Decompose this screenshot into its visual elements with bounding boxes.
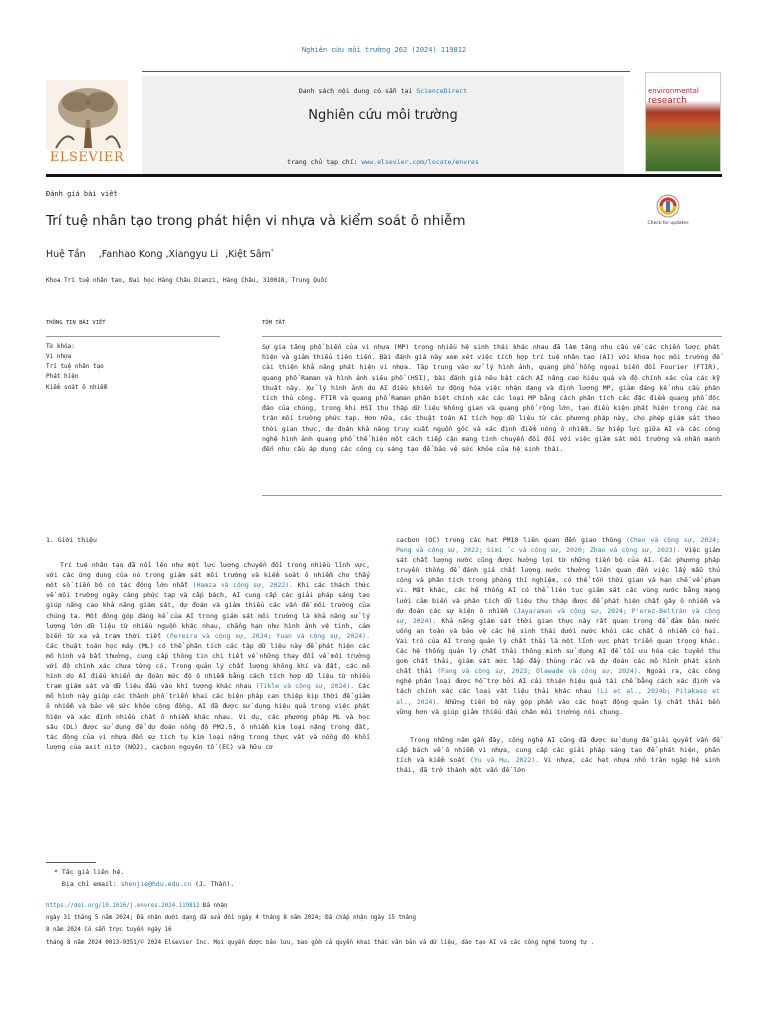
body-text: Các mô hình này giúp các thành phố triển khai các biện pháp can thiệp kịp thời để giảm ô nhiễm và bảo vệ sức khỏe cộng đồng. AI đã được sử dụng hiệu quả trong việc phát hiện và xác định nhiều chất ô nhiễm khác nhau. Ví dụ, các phương pháp ML và học sâu (DL) được sử dụng để dự đoán nồng độ PM2.5, ô nhiễm kim loại nặng trong đất, tác động của vi nhựa đến sự tích tụ kim loại nặng trong thực vật và nồng độ khối lượng của axit nitơ (NO2), cacbon nguyên tố (EC) và hữu cơ <box>46 682 370 751</box>
sciencedirect-link[interactable]: ScienceDirect <box>416 87 468 95</box>
citation-link[interactable]: (Li et al., 2024b; Pitakaso et al., 2024). <box>396 687 720 706</box>
check-for-updates-label: Check for updates <box>647 221 689 226</box>
contents-prefix: Danh sách nội dung có sẵn tại <box>298 87 417 95</box>
email-label: Địa chỉ email: <box>62 880 121 888</box>
article-info-heading: THÔNG TIN BÀI VIẾT <box>46 320 106 326</box>
body-text: Ngoài ra, các công nghệ phân loại được hỗ trợ bởi AI cải thiện hiệu quả tái chế bằng cách xác định và tách chính xác các loại vật liệu thải khác nhau <box>396 667 721 696</box>
article-type: Đánh giá bài viết <box>46 190 118 198</box>
body-text: Trong những năm gần đây, công nghệ AI cũng đã được sử dụng để giải quyết vấn đề cấp bách về ô nhiễm vi nhựa, cung cấp các giải pháp sáng tạo để phát hiện, phân tích và kiểm soát <box>396 735 720 764</box>
corresponding-author-mark[interactable]: * <box>270 248 274 255</box>
body-text: Các thuật toán học máy (ML) có thể phân tích các tập dữ liệu này để phát hiện các mô hình và bất thường, cung cấp thông tin chi tiết về những thay đổi về môi trường với độ chính xác chưa từng có. Trong quản lý chất lượng không khí và đất, các mô hình do AI điều khiển dự đoán mức độ ô nhiễm bằng cách tích hợp dữ liệu từ nhiều trạm giám sát và dữ liệu đầu vào khí tượng khác nhau <box>46 641 370 691</box>
dates-line-2: 8 năm 2024 Có sẵn trực tuyến ngày 16 <box>46 927 172 933</box>
author-list <box>46 248 274 260</box>
keyword: Kiểm soát ô nhiễm <box>46 384 108 391</box>
header-thick-rule <box>46 174 722 177</box>
affiliation: Khoa Trí tuệ nhân tạo, Đại học Hàng Châu Dianzi, Hàng Châu, 310018, Trung Quốc <box>46 277 328 284</box>
copyright-line: tháng 8 năm 2024 0013-9351/© 2024 Elsevier Inc. Mọi quyền được bảo lưu, bao gồm cả quyền khai thác văn bản và dữ liệu, đào tạo AI và các công nghệ tương tự . <box>46 940 594 946</box>
footnote-rule <box>46 862 96 863</box>
received-label: Đã nhận <box>199 903 228 909</box>
abstract-heading: TÓM TẮT <box>262 320 286 326</box>
body-text: Trí tuệ nhân tạo đã nổi lên như một lực lượng chuyển đổi trong nhiều lĩnh vực, với các ứng dụng của nó trong giám sát môi trường và kiểm soát ô nhiễm cho thấy một số tiến bộ có tác động lớn nhất <box>46 561 370 590</box>
author-name[interactable]: Xiangyu Li <box>168 249 219 261</box>
body-text: cacbon (OC) trong các hạt PM10 liên quan đến giao thông <box>396 536 627 544</box>
citation-link[interactable]: (Pereira và cộng sự, 2024; Yuan và cộng sự, 2024). <box>165 631 370 640</box>
author-separator: , <box>165 249 169 261</box>
check-for-updates-icon[interactable] <box>647 193 689 231</box>
cover-title-line2: research <box>648 96 687 106</box>
keyword: Trí tuệ nhân tạo <box>46 363 104 370</box>
citation-link[interactable]: (Tikle và cộng sự, 2024). <box>255 682 355 691</box>
citation-link[interactable]: (Fang và cộng sự, 2023; Olawade và cộng sự, 2024). <box>437 667 642 676</box>
body-right-column <box>396 535 720 775</box>
author-name[interactable]: Kiệt Sâm <box>228 249 271 261</box>
homepage-prefix: trang chủ tạp chí: <box>287 158 362 166</box>
section-heading: 1. Giới thiệu <box>46 536 97 544</box>
article-title: Trí tuệ nhân tạo trong phát hiện vi nhựa và kiểm soát ô nhiễm <box>46 213 466 229</box>
body-text: Khi các thách thức về môi trường ngày càng phức tạp và cấp bách, AI cung cấp các giải pháp sáng tạo giúp nâng cao khả năng giám sát, dự đoán và giảm thiểu các vấn đề môi trường của chúng ta. Một đóng góp đáng kể của AI trong giám sát môi trường là khả năng xử lý lượng lớn dữ liệu từ nhiều nguồn khác nhau, chẳng hạn như hình ảnh vệ tinh, cảm biến từ xa và trạm thời tiết <box>46 581 370 640</box>
publisher-name: ELSEVIER <box>49 150 125 165</box>
author-name[interactable]: Fanhao Kong <box>101 249 163 261</box>
keywords-label: Từ khóa: <box>46 343 75 350</box>
email-footnote <box>62 880 234 888</box>
journal-reference[interactable]: Nghiên cứu môi trường 262 (2024) 119812 <box>301 46 467 54</box>
author-separator: , <box>98 249 102 261</box>
doi-line <box>46 903 227 909</box>
abstract-text: Sự gia tăng phổ biến của vi nhựa (MP) trong nhiều hệ sinh thái khác nhau đã làm tăng nhu cầu về các chiến lược phát hiện và giảm thiểu tiên tiến. Bài đánh giá này xem xét việc tích hợp trí tuệ nhân tạo (AI) với khoa học môi trường để cải thiện khả năng phát hiện vi nhựa. Tập trung vào xử lý hình ảnh, quang phổ hồng ngoại biến đổi Fourier (FTIR), quang phổ Raman và hình ảnh siêu phổ (HSI), bài đánh giá nêu bật cách AI nâng cao hiệu quả và độ chính xác của các kỹ thuật này. Xử lý hình ảnh do AI điều khiển tự động hóa việc nhận dạng và định lượng MP, giảm đáng kể nhu cầu phân tích thủ công. FTIR và quang phổ Raman phân biệt chính xác các loại MP bằng cách phân tích các đặc điểm quang phổ độc đáo của chúng, trong khi HSI thu thập dữ liệu không gian và quang phổ rộng lớn, tạo điều kiện phát hiện trong các ma trận môi trường phức tạp. Hơn nữa, các thuật toán AI tích hợp dữ liệu từ các phương pháp này, cho phép giám sát theo thời gian thực, dự đoán khả năng truy xuất nguồn gốc và xác định điểm nóng ô nhiễm. Sự hiệp lực giữa AI và các công nghệ hình ảnh quang phổ thể hiện một cách tiếp cận mang tính chuyển đổi đối với việc giám sát môi trường và nhấn mạnh đến nhu cầu áp dụng các công cụ sáng tạo để bảo vệ sức khỏe của hệ sinh thái. <box>262 343 720 454</box>
homepage-line <box>142 158 624 166</box>
citation-link[interactable]: (Hamza và cộng sự, 2022). <box>192 581 294 590</box>
corresponding-footnote: * Tác giả liên hệ. <box>54 868 125 876</box>
citation-link[interactable]: (Chen và cộng sự, 2024; Peng và cộng sự, 2022; Simi ˇc và cộng sự, 2020; Zhao và cộng sự, 2023). <box>396 536 720 555</box>
citation-link[interactable]: (Jayaraman và cộng sự, 2024; P'erez-Beltrán và cộng sự, 2024). <box>396 606 720 625</box>
dates-line-1: ngày 31 tháng 5 năm 2024; Đã nhận dưới dạng đã sửa đổi ngày 4 tháng 8 năm 2024; Đã chấp nhận ngày 15 tháng <box>46 915 416 921</box>
email-suffix: (J. Thần). <box>191 880 235 888</box>
journal-title: Nghiên cứu môi trường <box>308 108 458 123</box>
cover-title-line1: environmental <box>648 87 699 95</box>
body-paragraph <box>396 535 720 717</box>
homepage-link[interactable]: www.elsevier.com/locate/envres <box>361 158 479 166</box>
body-paragraph <box>46 560 370 752</box>
body-paragraph <box>396 735 720 775</box>
keyword: Phát hiện <box>46 373 79 380</box>
body-text: Vi nhựa, các hạt nhựa nhỏ tràn ngập hệ sinh thái, đã trở thành một vấn đề lớn <box>396 755 721 774</box>
author-name[interactable]: Huệ Tần <box>46 249 86 261</box>
body-text: Việc giám sát chất lượng nước cũng được hưởng lợi từ những tiến bộ của AI. Các phương pháp truyền thống để đánh giá chất lượng nước thường liên quan đến việc lấy mẫu thủ công và phân tích trong phòng thí nghiệm, có thể tốn thời gian và hạn chế về phạm vi. Mặt khác, các hệ thống AI có thể liên tục giám sát các vùng nước bằng mạng lưới cảm biến và phân tích dữ liệu thu thập được để phát hiện chất gây ô nhiễm và dự đoán các sự kiện ô nhiễm <box>396 546 720 615</box>
author-separator: , <box>225 249 229 261</box>
keyword: Vi nhựa <box>46 353 72 360</box>
body-text: Khả năng giám sát thời gian thực này rất quan trọng để đảm bảo nước uống an toàn và bảo vệ các hệ sinh thái dưới nước khỏi các chất ô nhiễm có hại. Vai trò của AI trong quản lý chất thải là một lĩnh vực phát triển quan trọng khác. Các hệ thống quản lý chất thải thông minh sử dụng AI để tối ưu hóa các tuyến thu gom chất thải, giám sát mức lấp đầy thùng rác và dự đoán các mô hình phát sinh chất thải <box>396 616 720 676</box>
header-rule <box>142 71 630 72</box>
body-left-column <box>46 535 370 752</box>
doi-link[interactable]: https://doi.org/10.1016/j.envres.2024.119812 <box>46 903 200 909</box>
abstract-bottom-rule <box>262 495 722 496</box>
citation-link[interactable]: (Yu và Hu, 2022). <box>469 755 540 764</box>
contents-line <box>142 87 624 95</box>
body-text: Những tiến bộ này góp phần vào các hoạt động quản lý chất thải bền vững hơn và giúp giảm thiểu dấu chân môi trường nói chung. <box>396 697 720 716</box>
abstract-rule <box>262 336 722 337</box>
info-rule <box>46 336 220 337</box>
email-link[interactable]: shenjie@hdu.edu.cn <box>120 880 192 888</box>
